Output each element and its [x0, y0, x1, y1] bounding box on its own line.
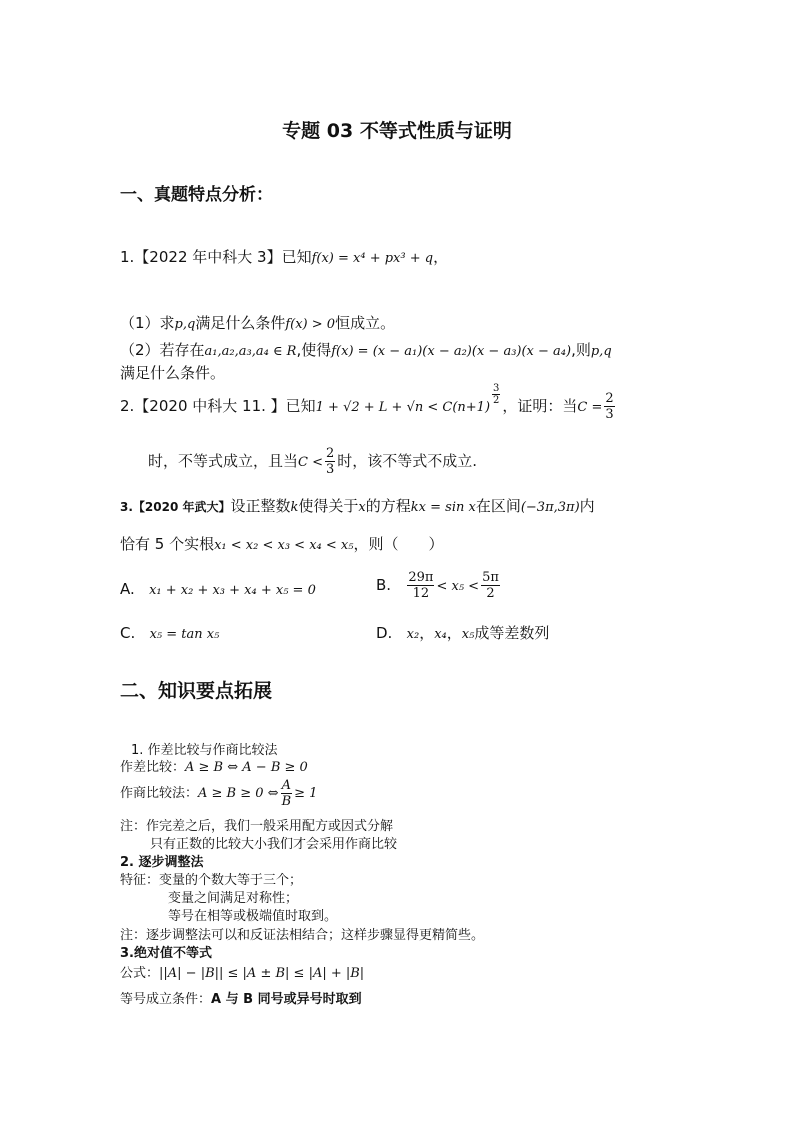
problem-3-text-e: 内 — [579, 497, 595, 515]
problem-1-part-2 — [120, 339, 612, 363]
option-d-x5: x₅ — [461, 627, 475, 642]
option-b-fraction-1 — [407, 570, 434, 601]
option-d — [376, 622, 549, 646]
quot-formula-b: ≥ 1 — [294, 786, 318, 801]
problem-3-interval: (−3π,3π) — [520, 500, 580, 515]
problem-3-line-2 — [120, 533, 443, 557]
problem-2-line2-b: 时，该不等式不成立. — [337, 452, 478, 470]
knowledge-2-heading: 2. 逐步调整法 — [120, 855, 204, 870]
exponent-denominator: 2 — [493, 395, 500, 406]
option-b — [376, 570, 502, 601]
knowledge-2-feature-2: 变量之间满足对称性； — [168, 891, 299, 906]
problem-3-x: x — [358, 500, 366, 515]
part-1-condition: f(x) > 0 — [285, 317, 336, 332]
fraction-denominator: 3 — [326, 462, 335, 477]
fraction-denominator: B — [281, 794, 292, 809]
option-a-formula: x₁ + x₂ + x₃ + x₄ + x₅ = 0 — [149, 583, 316, 598]
problem-3-head: 3.【2020 年武大】 — [120, 500, 231, 514]
part-2-set: a₁,a₂,a₃,a₄ ∈ R — [204, 344, 297, 359]
problem-1-head: 1.【2022 年中科大 3】已知 — [120, 248, 312, 266]
part-1-text-c: 恒成立。 — [335, 314, 396, 332]
problem-1-statement — [120, 246, 448, 270]
problem-1-function: f(x) = x⁴ + px³ + q — [311, 251, 434, 266]
knowledge-1-heading: 1. 作差比较与作商比较法 — [131, 743, 278, 758]
quot-formula-a: A ≥ B ≥ 0 ⇔ — [198, 786, 279, 801]
problem-2-exponent — [492, 383, 500, 406]
fraction-two-thirds-2 — [325, 446, 335, 477]
knowledge-3-formula — [120, 964, 364, 983]
option-a — [120, 578, 316, 602]
problem-2-line-2 — [148, 446, 477, 477]
option-c-label: C. — [120, 624, 136, 642]
exponent-numerator: 3 — [493, 383, 500, 394]
condition-label: 等号成立条件： — [120, 992, 212, 1007]
problem-2-line2-a: 时，不等式成立，且当 — [148, 452, 299, 470]
problem-3-k: k — [290, 500, 299, 515]
quot-label: 作商比较法： — [120, 786, 199, 801]
problem-2-statement — [120, 383, 617, 422]
option-d-x4: x₄ — [434, 627, 447, 642]
option-d-label: D. — [376, 624, 393, 642]
option-b-middle: < x₅ < — [436, 579, 480, 594]
problem-2-inequality: 1 + √2 + L + √n < C(n+1) — [315, 400, 491, 415]
fraction-two-thirds — [604, 391, 614, 422]
option-a-label: A. — [120, 580, 135, 598]
condition-text: A 与 B 同号或异号时取到 — [211, 992, 362, 1007]
problem-3-text-b: 使得关于 — [298, 497, 359, 515]
part-1-text-b: 满足什么条件 — [195, 314, 286, 332]
option-d-tail: 成等差数列 — [474, 624, 550, 642]
problem-3-text-a: 设正整数 — [230, 497, 291, 515]
option-b-label: B. — [376, 576, 392, 594]
part-1-pq: p,q — [174, 317, 196, 332]
knowledge-2-feature-3: 等号在相等或极端值时取到。 — [168, 909, 338, 924]
fraction-numerator: 2 — [326, 446, 335, 461]
knowledge-1-note-1: 注：作完差之后，我们一般采用配方或因式分解 — [120, 819, 394, 834]
option-c — [120, 622, 219, 646]
part-2-text-a: （2）若存在 — [120, 341, 205, 359]
option-d-sep: ， — [419, 624, 435, 642]
problem-3-statement — [120, 495, 595, 519]
fraction-denominator: 12 — [412, 586, 430, 601]
problem-2-mid: ，证明：当 — [502, 397, 578, 415]
problem-2-c-equals: C = — [577, 400, 603, 415]
diff-label: 作差比较： — [120, 760, 186, 775]
section-heading-knowledge: 二、知识要点拓展 — [120, 680, 273, 702]
knowledge-3-condition — [120, 990, 362, 1009]
knowledge-3-heading: 3.绝对值不等式 — [120, 946, 212, 961]
problem-3-roots: x₁ < x₂ < x₃ < x₄ < x₅ — [214, 538, 354, 553]
absolute-value-formula: ||A| − |B|| ≤ |A ± B| ≤ |A| + |B| — [159, 966, 365, 981]
part-2-text-c: ,则 — [571, 341, 591, 359]
formula-label: 公式： — [120, 966, 160, 981]
problem-2-head: 2.【2020 中科大 11. 】已知 — [120, 397, 316, 415]
part-1-text-a: （1）求 — [120, 314, 175, 332]
fraction-numerator: 2 — [605, 391, 614, 406]
diff-formula: A ≥ B ⇔ A − B ≥ 0 — [185, 760, 308, 775]
knowledge-2-note: 注：逐步调整法可以和反证法相结合；这样步骤显得更精简些。 — [120, 928, 485, 943]
problem-3-line2-a: 恰有 5 个实根 — [120, 535, 215, 553]
part-2-pq: p,q — [590, 344, 612, 359]
option-b-fraction-2 — [481, 570, 500, 601]
problem-3-text-c: 的方程 — [365, 497, 411, 515]
part-2-text-b: ,使得 — [296, 341, 332, 359]
problem-2-c-less: C < — [298, 455, 323, 470]
page-title: 专题 03 不等式性质与证明 — [282, 120, 512, 142]
problem-1-part-1 — [120, 312, 395, 336]
part-2-equation: f(x) = (x − a₁)(x − a₂)(x − a₃)(x − a₄) — [331, 344, 572, 359]
problem-3-text-d: 在区间 — [475, 497, 521, 515]
section-heading-analysis: 一、真题特点分析： — [120, 185, 273, 205]
fraction-numerator: 29π — [408, 570, 434, 585]
option-c-formula: x₅ = tan x₅ — [149, 627, 220, 642]
knowledge-1-note-2: 只有正数的比较大小我们才会采用作商比较 — [150, 837, 398, 852]
problem-1-part-2-cont: 满足什么条件。 — [120, 364, 226, 382]
problem-3-line2-b: ，则（ ） — [353, 535, 444, 553]
fraction-numerator: A — [281, 778, 292, 793]
knowledge-2-feature-1: 特征：变量的个数大等于三个； — [120, 873, 303, 888]
knowledge-1-quotient — [120, 778, 317, 809]
option-d-sep: ， — [446, 624, 462, 642]
fraction-numerator: 5π — [482, 570, 499, 585]
quot-fraction — [281, 778, 293, 809]
fraction-denominator: 3 — [605, 407, 614, 422]
knowledge-1-diff — [120, 758, 308, 777]
problem-3-equation: kx = sin x — [410, 500, 476, 515]
fraction-denominator: 2 — [486, 586, 495, 601]
problem-1-tail: ， — [433, 248, 449, 266]
option-d-x2: x₂ — [406, 627, 420, 642]
